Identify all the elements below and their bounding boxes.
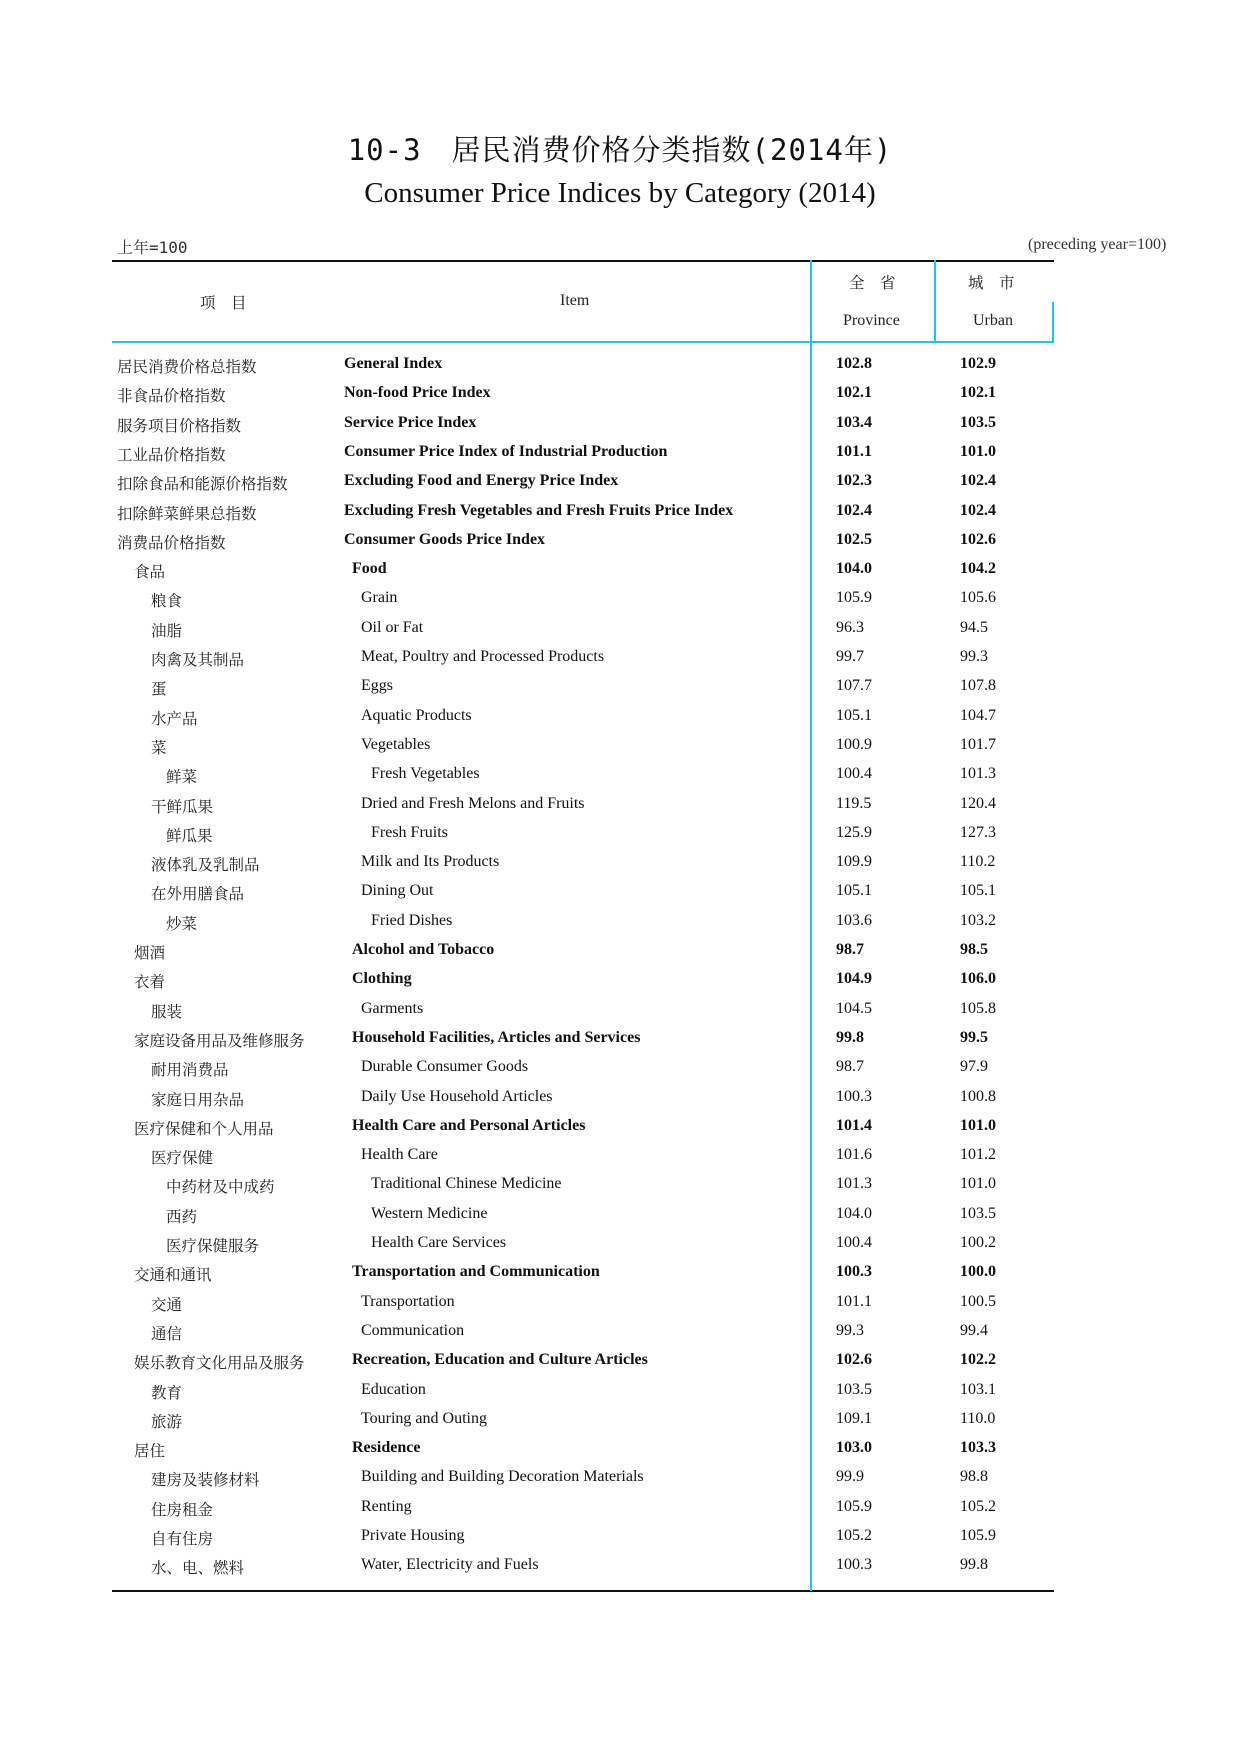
item-chinese: 交通和通讯 — [134, 1266, 212, 1285]
item-chinese: 鲜瓜果 — [166, 826, 213, 845]
item-chinese: 鲜菜 — [166, 768, 198, 787]
item-chinese: 住房租金 — [151, 1500, 214, 1519]
item-english: Fresh Fruits — [371, 823, 448, 841]
item-english: Residence — [352, 1439, 421, 1457]
table-row — [0, 531, 1240, 560]
urban-value: 100.2 — [960, 1234, 996, 1251]
item-english: Recreation, Education and Culture Articles — [352, 1351, 648, 1369]
item-chinese: 医疗保健服务 — [166, 1237, 260, 1255]
province-value: 98.7 — [836, 1058, 864, 1076]
item-chinese: 烟酒 — [134, 944, 166, 962]
table-row — [0, 619, 1240, 648]
item-english: Clothing — [352, 970, 412, 988]
table-row — [0, 1117, 1240, 1146]
item-english: Excluding Food and Energy Price Index — [344, 472, 619, 490]
province-value: 102.4 — [836, 501, 872, 519]
urban-value: 101.0 — [960, 1175, 996, 1193]
item-chinese: 非食品价格指数 — [117, 387, 226, 406]
province-value: 101.1 — [836, 442, 872, 460]
province-value: 100.3 — [836, 1263, 872, 1281]
item-chinese: 粮食 — [151, 592, 183, 611]
item-english: Building and Building Decoration Materials — [361, 1468, 644, 1486]
item-chinese: 西药 — [166, 1207, 198, 1226]
item-chinese: 油脂 — [151, 621, 183, 640]
item-chinese: 菜 — [151, 738, 167, 757]
item-chinese: 旅游 — [151, 1412, 183, 1431]
item-english: Transportation — [361, 1292, 455, 1310]
province-value: 109.9 — [836, 853, 872, 871]
urban-value: 101.0 — [960, 1116, 996, 1134]
urban-value: 99.5 — [960, 1028, 988, 1046]
item-chinese: 食品 — [134, 563, 166, 582]
item-english: Non-food Price Index — [344, 384, 491, 402]
item-chinese: 工业品价格指数 — [117, 445, 226, 464]
item-english: Private Housing — [361, 1527, 465, 1544]
item-english: Grain — [361, 589, 398, 607]
item-english: Garments — [361, 999, 424, 1017]
province-value: 105.2 — [836, 1527, 872, 1544]
item-chinese: 扣除食品和能源价格指数 — [117, 475, 288, 494]
item-english: Excluding Fresh Vegetables and Fresh Fruits Price Index — [344, 501, 734, 519]
item-english: Service Price Index — [344, 413, 477, 431]
item-english: Transportation and Communication — [352, 1263, 600, 1281]
item-chinese: 医疗保健和个人用品 — [134, 1119, 274, 1138]
urban-value: 101.3 — [960, 765, 996, 783]
item-chinese: 自有住房 — [151, 1530, 214, 1548]
table-row — [0, 853, 1240, 882]
item-chinese: 扣除鲜菜鲜果总指数 — [117, 504, 257, 523]
title-chinese: 10-3 居民消费价格分类指数(2014年) — [347, 133, 893, 167]
table-row — [0, 1410, 1240, 1439]
header-rule — [112, 341, 1054, 343]
item-chinese: 服装 — [151, 1002, 183, 1021]
item-chinese: 教育 — [151, 1383, 183, 1402]
bottom-rule — [112, 1590, 1054, 1592]
item-english: Fresh Vegetables — [371, 765, 480, 783]
province-value: 104.5 — [836, 999, 872, 1017]
urban-value: 110.0 — [960, 1409, 996, 1427]
urban-value: 104.2 — [960, 560, 996, 578]
item-english: Alcohol and Tobacco — [352, 941, 495, 958]
header-item-en: Item — [560, 292, 590, 309]
table-row — [0, 1439, 1240, 1468]
item-english: Vegetables — [361, 735, 431, 753]
province-value: 104.0 — [836, 1204, 872, 1222]
item-english: Western Medicine — [371, 1204, 488, 1222]
header-province-cn: 全 省 — [849, 274, 896, 292]
table-row — [0, 443, 1240, 472]
urban-value: 102.2 — [960, 1351, 996, 1369]
unit-note-english: (preceding year=100) — [1028, 236, 1167, 253]
urban-value: 105.9 — [960, 1527, 996, 1544]
urban-value: 101.0 — [960, 442, 996, 460]
province-value: 105.1 — [836, 882, 872, 900]
urban-value: 101.7 — [960, 735, 996, 753]
item-chinese: 水产品 — [151, 709, 198, 728]
urban-value: 102.4 — [960, 501, 996, 519]
column-divider — [934, 260, 936, 342]
province-value: 102.5 — [836, 530, 872, 548]
urban-value: 102.1 — [960, 384, 996, 402]
urban-value: 102.4 — [960, 472, 996, 490]
province-value: 101.1 — [836, 1292, 872, 1310]
header-item-cn: 项 目 — [200, 294, 247, 312]
item-english: Education — [361, 1380, 426, 1398]
item-english: Health Care and Personal Articles — [352, 1116, 586, 1134]
item-chinese: 中药材及中成药 — [166, 1178, 275, 1197]
province-value: 101.6 — [836, 1146, 872, 1164]
province-value: 103.4 — [836, 413, 872, 431]
header-urban-cn: 城 市 — [968, 274, 1015, 292]
table-row — [0, 1468, 1240, 1497]
table-row — [0, 1263, 1240, 1292]
table-row — [0, 1234, 1240, 1263]
item-chinese: 干鲜瓜果 — [151, 797, 214, 816]
urban-value: 105.6 — [960, 589, 996, 607]
table-row — [0, 1088, 1240, 1117]
item-chinese: 服务项目价格指数 — [117, 416, 242, 435]
urban-value: 101.2 — [960, 1146, 996, 1164]
province-value: 100.3 — [836, 1556, 872, 1574]
table-row — [0, 677, 1240, 706]
table-row — [0, 824, 1240, 853]
table-row — [0, 1351, 1240, 1380]
urban-value: 98.8 — [960, 1468, 988, 1486]
item-english: Daily Use Household Articles — [361, 1087, 553, 1105]
urban-value: 103.2 — [960, 911, 996, 929]
province-value: 105.1 — [836, 706, 872, 724]
item-chinese: 肉禽及其制品 — [151, 651, 245, 669]
province-value: 99.7 — [836, 648, 864, 665]
table-row — [0, 1000, 1240, 1029]
item-english: Water, Electricity and Fuels — [361, 1556, 539, 1574]
header-urban-en: Urban — [973, 312, 1013, 329]
table-row — [0, 1527, 1240, 1556]
item-english: Touring and Outing — [361, 1409, 487, 1427]
province-value: 104.0 — [836, 560, 872, 578]
urban-value: 105.2 — [960, 1497, 996, 1515]
table-row — [0, 1381, 1240, 1410]
urban-value: 127.3 — [960, 823, 996, 841]
province-value: 100.4 — [836, 765, 872, 783]
table-row — [0, 560, 1240, 589]
table-row — [0, 1205, 1240, 1234]
province-value: 103.5 — [836, 1380, 872, 1398]
province-value: 119.5 — [836, 794, 872, 812]
item-english: Renting — [361, 1497, 412, 1515]
item-chinese: 消费品价格指数 — [117, 533, 226, 552]
item-english: Food — [352, 560, 387, 578]
item-english: Communication — [361, 1321, 465, 1339]
table-row — [0, 355, 1240, 384]
item-english: Consumer Price Index of Industrial Production — [344, 442, 668, 460]
province-value: 125.9 — [836, 823, 872, 841]
item-english: Consumer Goods Price Index — [344, 530, 546, 548]
province-value: 109.1 — [836, 1409, 872, 1427]
item-english: Dining Out — [361, 882, 434, 900]
item-chinese: 耐用消费品 — [151, 1061, 229, 1080]
urban-value: 103.5 — [960, 413, 996, 431]
unit-note: 上年=100 — [117, 238, 188, 257]
top-rule — [112, 260, 1054, 262]
province-value: 101.4 — [836, 1116, 872, 1134]
urban-value: 106.0 — [960, 970, 996, 988]
item-english: Milk and Its Products — [361, 853, 500, 871]
table-row — [0, 1322, 1240, 1351]
table-row — [0, 384, 1240, 413]
province-value: 102.1 — [836, 384, 872, 402]
urban-value: 110.2 — [960, 853, 996, 871]
table-row — [0, 736, 1240, 765]
urban-value: 105.1 — [960, 882, 996, 900]
table-row — [0, 502, 1240, 531]
province-value: 103.6 — [836, 911, 872, 929]
header-province-en: Province — [843, 312, 900, 329]
item-english: Durable Consumer Goods — [361, 1058, 529, 1076]
item-chinese: 医疗保健 — [151, 1149, 214, 1168]
item-chinese: 娱乐教育文化用品及服务 — [134, 1354, 305, 1373]
item-chinese: 在外用膳食品 — [151, 885, 245, 904]
table-row — [0, 795, 1240, 824]
item-english: Traditional Chinese Medicine — [371, 1175, 562, 1193]
item-english: Meat, Poultry and Processed Products — [361, 648, 605, 665]
table-row — [0, 589, 1240, 618]
table-row — [0, 648, 1240, 677]
item-english: Health Care — [361, 1146, 438, 1164]
urban-value: 100.0 — [960, 1263, 996, 1281]
table-row — [0, 1293, 1240, 1322]
title-english: Consumer Price Indices by Category (2014) — [364, 177, 876, 209]
table-row — [0, 765, 1240, 794]
item-chinese: 居住 — [134, 1442, 166, 1461]
urban-value: 103.1 — [960, 1380, 996, 1398]
item-chinese: 水、电、燃料 — [151, 1559, 245, 1578]
column-divider — [1052, 302, 1054, 342]
province-value: 102.3 — [836, 472, 872, 490]
province-value: 96.3 — [836, 618, 864, 636]
urban-value: 103.5 — [960, 1204, 996, 1222]
urban-value: 103.3 — [960, 1439, 996, 1457]
table-row — [0, 707, 1240, 736]
item-english: Fried Dishes — [371, 911, 453, 929]
table-row — [0, 970, 1240, 999]
province-value: 100.9 — [836, 735, 872, 753]
urban-value: 99.4 — [960, 1321, 988, 1339]
table-row — [0, 414, 1240, 443]
item-english: Dried and Fresh Melons and Fruits — [361, 794, 585, 812]
urban-value: 98.5 — [960, 941, 988, 958]
item-english: Health Care Services — [371, 1234, 507, 1251]
item-english: General Index — [344, 355, 443, 372]
item-chinese: 家庭日用杂品 — [151, 1090, 245, 1109]
item-chinese: 炒菜 — [166, 914, 198, 933]
province-value: 103.0 — [836, 1439, 872, 1457]
province-value: 100.4 — [836, 1234, 872, 1251]
province-value: 100.3 — [836, 1087, 872, 1105]
province-value: 102.6 — [836, 1351, 872, 1369]
province-value: 98.7 — [836, 941, 864, 958]
province-value: 104.9 — [836, 970, 872, 988]
table-row — [0, 1029, 1240, 1058]
urban-value: 102.9 — [960, 355, 996, 372]
item-english: Eggs — [361, 677, 393, 695]
table-row — [0, 1058, 1240, 1087]
urban-value: 107.8 — [960, 677, 996, 695]
urban-value: 105.8 — [960, 999, 996, 1017]
item-chinese: 蛋 — [151, 680, 167, 699]
province-value: 101.3 — [836, 1175, 872, 1193]
province-value: 99.9 — [836, 1468, 864, 1486]
urban-value: 99.3 — [960, 648, 988, 665]
province-value: 107.7 — [836, 677, 872, 695]
table-row — [0, 1175, 1240, 1204]
item-chinese: 交通 — [151, 1295, 183, 1314]
table-row — [0, 472, 1240, 501]
urban-value: 100.8 — [960, 1087, 996, 1105]
province-value: 102.8 — [836, 355, 872, 372]
province-value: 99.3 — [836, 1321, 864, 1339]
province-value: 99.8 — [836, 1028, 864, 1046]
table-row — [0, 1556, 1240, 1585]
item-english: Aquatic Products — [361, 706, 472, 724]
urban-value: 120.4 — [960, 794, 996, 812]
table-row — [0, 941, 1240, 970]
table-row — [0, 1146, 1240, 1175]
item-chinese: 液体乳及乳制品 — [151, 856, 260, 875]
urban-value: 104.7 — [960, 706, 996, 724]
urban-value: 94.5 — [960, 618, 988, 636]
province-value: 105.9 — [836, 1497, 872, 1515]
item-chinese: 家庭设备用品及维修服务 — [134, 1031, 305, 1050]
province-value: 105.9 — [836, 589, 872, 607]
table-row — [0, 912, 1240, 941]
urban-value: 99.8 — [960, 1556, 988, 1574]
urban-value: 97.9 — [960, 1058, 988, 1076]
item-chinese: 建房及装修材料 — [151, 1471, 260, 1490]
item-chinese: 衣着 — [134, 973, 166, 992]
item-chinese: 通信 — [151, 1324, 183, 1343]
urban-value: 102.6 — [960, 530, 996, 548]
urban-value: 100.5 — [960, 1292, 996, 1310]
item-english: Oil or Fat — [361, 618, 424, 636]
item-english: Household Facilities, Articles and Services — [352, 1028, 641, 1046]
table-row — [0, 1498, 1240, 1527]
item-chinese: 居民消费价格总指数 — [117, 358, 257, 376]
table-row — [0, 882, 1240, 911]
